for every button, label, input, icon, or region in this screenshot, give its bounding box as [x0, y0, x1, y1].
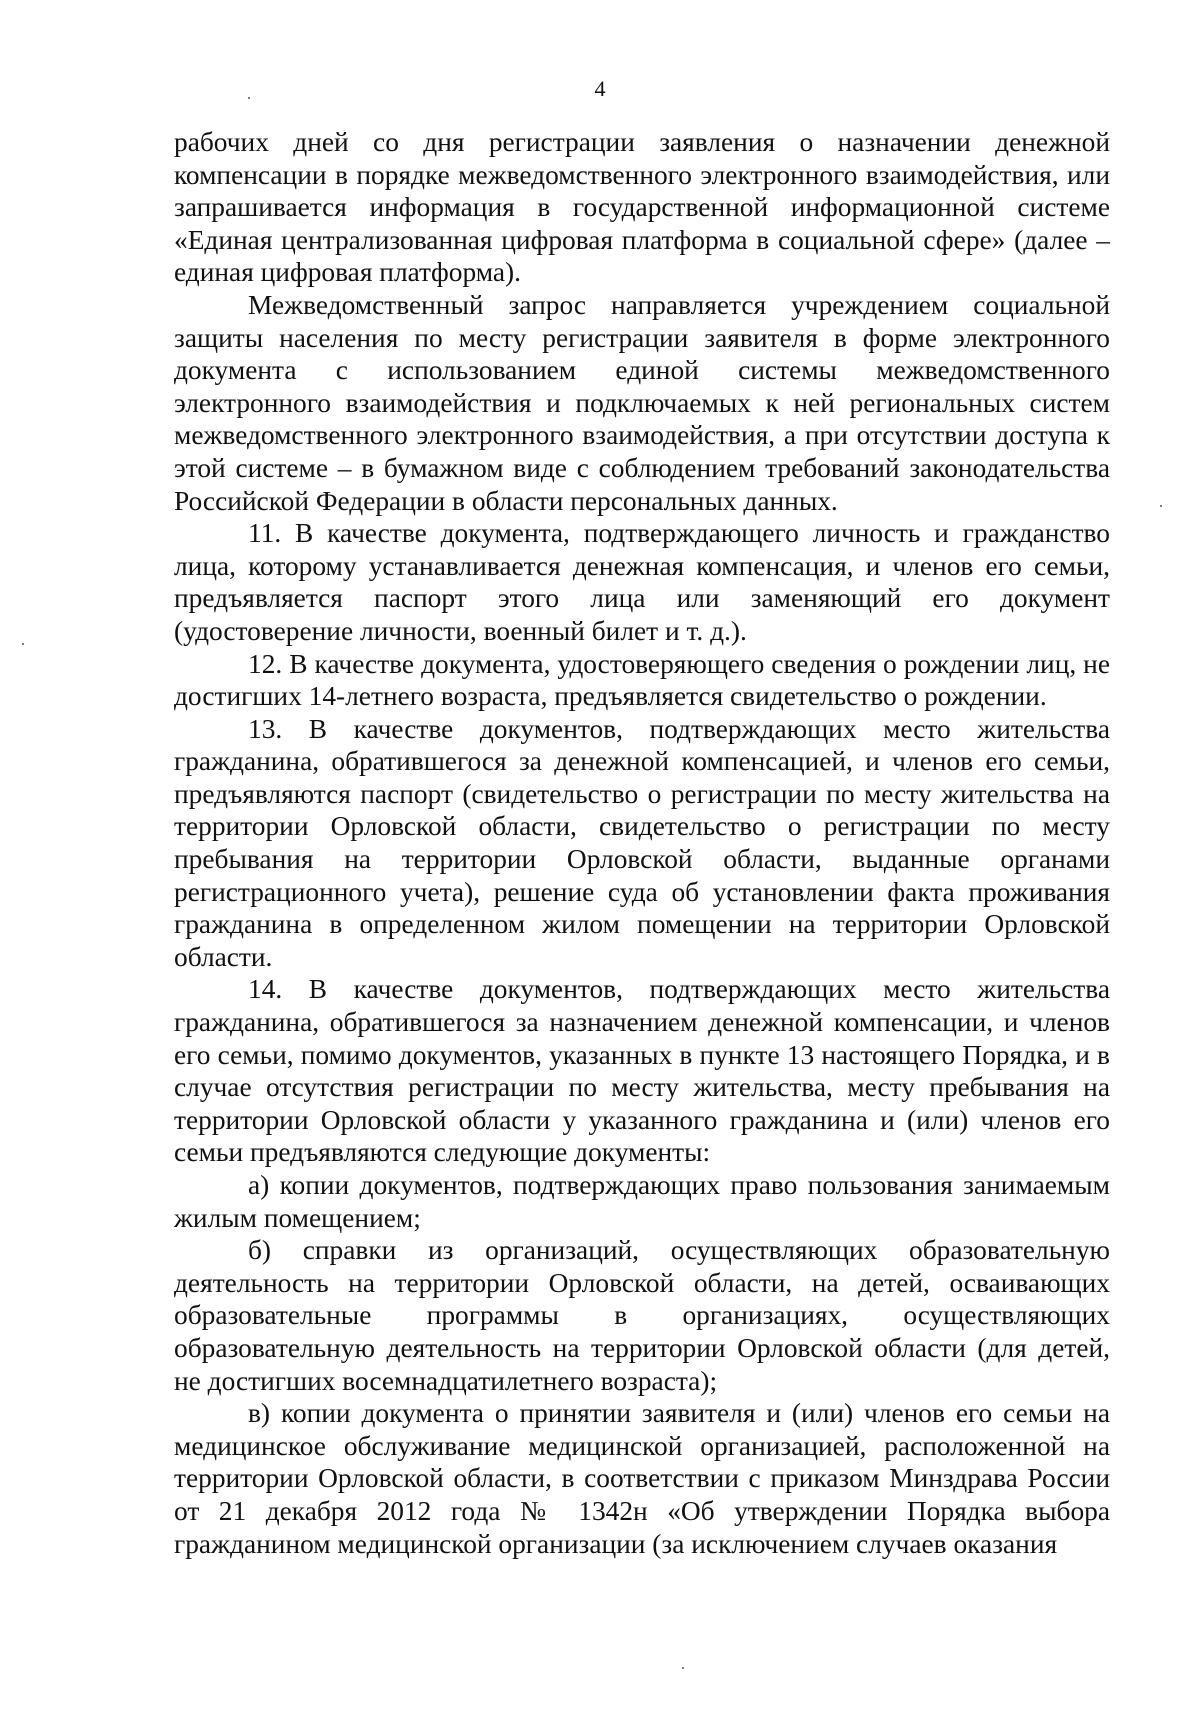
paragraph-item-11: 11. В качестве документа, подтверждающего личность и гражданство лица, которому устанавливается денежная компенсация, и членов его семьи, предъявляется паспорт этого лица или заменяющий его документ (удостоверение личности, военный билет и т. д.). — [174, 518, 1110, 646]
paragraph-item-12: 12. В качестве документа, удостоверяющего сведения о рождении лиц, не достигших 14-летнего возраста, предъявляется свидетельство о рождении. — [174, 648, 1110, 712]
scan-speck — [1160, 505, 1162, 507]
paragraph-subitem-b: б) справки из организаций, осуществляющих образовательную деятельность на территории Орловской области, на детей, осваивающих образовательные программы в организациях, осуществляющих образовательную деятельность на территории Орловской области (для детей, не достигших восемнадцатилетнего возраста); — [174, 1235, 1110, 1396]
paragraph-subitem-v: в) копии документа о принятии заявителя и (или) членов его семьи на медицинское обслуживание медицинской организацией, расположенной на территории Орловской области, в соответствии с приказом Минздрава России от 21 декабря 2012 года № 1342н «Об утверждении Порядка выбора гражданином медицинской организации (за исключением случаев оказания — [174, 1398, 1110, 1559]
document-body — [174, 126, 1110, 1560]
paragraph-item-14: 14. В качестве документов, подтверждающих место жительства гражданина, обратившегося за назначением денежной компенсации, и членов его семьи, помимо документов, указанных в пункте 13 настоящего Порядка, и в случае отсутствия регистрации по месту жительства, месту пребывания на территории Орловской области у указанного гражданина и (или) членов его семьи предъявляются следующие документы: — [174, 974, 1110, 1168]
paragraph-item-13: 13. В качестве документов, подтверждающих место жительства гражданина, обратившегося за денежной компенсацией, и членов его семьи, предъявляются паспорт (свидетельство о регистрации по месту жительства на территории Орловской области, свидетельство о регистрации по месту пребывания на территории Орловской области, выданные органами регистрационного учета), решение суда об установлении факта проживания гражданина в определенном жилом помещении на территории Орловской области. — [174, 713, 1110, 972]
page-number: 4 — [594, 76, 606, 101]
scan-speck — [682, 1667, 684, 1669]
paragraph-continuation: рабочих дней со дня регистрации заявления о назначении денежной компенсации в порядке межведомственного электронного взаимодействия, или запрашивается информация в государственной информационной системе «Единая централизованная цифровая платформа в социальной сфере» (далее – единая цифровая платформа). — [174, 127, 1110, 288]
scan-speck — [22, 643, 24, 645]
paragraph-interagency-request: Межведомственный запрос направляется учреждением социальной защиты населения по месту регистрации заявителя в форме электронного документа с использованием единой системы межведомственного электронного взаимодействия и подключаемых к ней региональных систем межведомственного электронного взаимодействия, а при отсутствии доступа к этой системе – в бумажном виде с соблюдением требований законодательства Российской Федерации в области персональных данных. — [174, 289, 1110, 516]
paragraph-subitem-a: а) копии документов, подтверждающих право пользования занимаемым жилым помещением; — [174, 1170, 1110, 1233]
scan-speck — [248, 97, 250, 99]
